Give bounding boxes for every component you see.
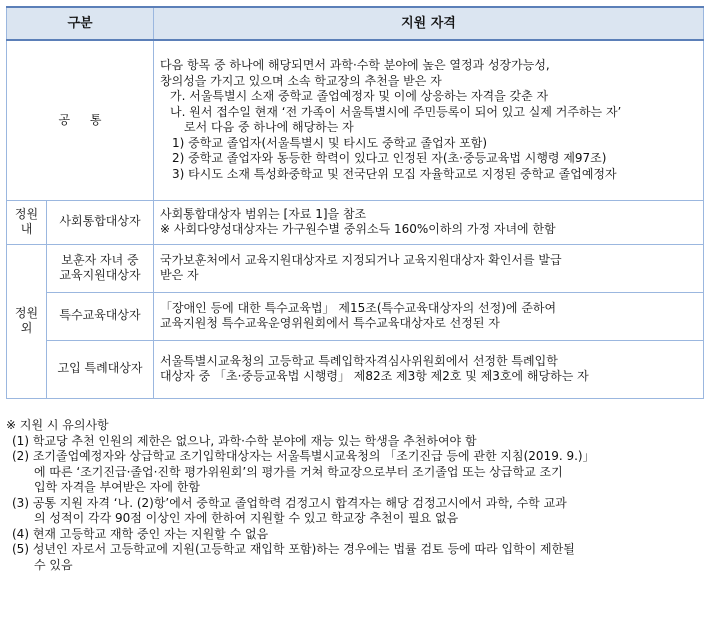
type-line: 특수교육대상자 (59, 308, 141, 323)
common-line: 나. 원서 접수일 현재 ‘전 가족이 서울특별시에 주민등록이 되어 있고 실제 거주하는 자’ (170, 104, 622, 119)
table-header-row (7, 7, 704, 40)
special-admission-content (154, 340, 704, 398)
in-quota-label (7, 200, 47, 244)
type-line: 교육지원대상자 (59, 268, 141, 282)
header-qualification: 지원 자격 (154, 7, 704, 40)
common-line: 3) 타시도 소재 특성화중학교 및 전국단위 모집 자율학교로 지정된 중학교 졸업예정자 (172, 166, 617, 181)
social-integration-type: 사회통합대상자 (47, 200, 154, 244)
note-item: (5) 성년인 자로서 고등학교에 지원(고등학교 재입학 포함)하는 경우에는 법률 검토 등에 따라 입학이 제한될 (12, 542, 575, 556)
common-label: 공 통 (7, 40, 154, 200)
common-line: 가. 서울특별시 소재 중학교 졸업예정자 및 이에 상응하는 자격을 갖춘 자 (170, 89, 549, 104)
common-line: 1) 중학교 졸업자(서울특별시 및 타시도 중학교 졸업자 포함) (172, 135, 487, 150)
note-item: (4) 현재 고등학교 재학 중인 자는 지원할 수 없음 (12, 526, 269, 541)
notes-heading: ※ 지원 시 유의사항 (6, 418, 109, 432)
out-quota-label-bottom: 외 (20, 321, 33, 335)
social-integration-content (154, 200, 704, 244)
special-education-content (154, 292, 704, 340)
in-quota-label-bottom: 내 (20, 222, 33, 236)
note-item-continued: 입학 자격을 부여받은 자에 한함 (34, 480, 200, 494)
common-line: 창의성을 가지고 있으며 소속 학교장의 추천을 받은 자 (160, 73, 442, 88)
note-item: (1) 학교당 추천 인원의 제한은 없으나, 과학·수학 분야에 재능 있는 학생을 추천하여야 함 (12, 433, 477, 448)
in-quota-row (7, 200, 704, 244)
note-item-continued: 수 있음 (34, 557, 73, 572)
content-line: 대상자 중 「초·중등교육법 시행령」 제82조 제3항 제2호 및 제3호에 해당하는 자 (160, 369, 589, 383)
out-quota-row (7, 292, 704, 340)
notes-section (6, 418, 703, 573)
note-item: (3) 공통 지원 자격 ‘나. (2)항’에서 중학교 졸업학력 검정고시 합격자는 해당 검정고시에서 과학, 수학 교과 (12, 495, 567, 510)
type-line: 고입 특례대상자 (57, 361, 143, 376)
content-line: 교육지원청 특수교육운영위원회에서 특수교육대상자로 선정된 자 (160, 316, 500, 330)
eligibility-table (6, 6, 704, 399)
type-line: 보훈자 자녀 중 (61, 252, 139, 267)
common-line: 2) 중학교 졸업자와 동등한 학력이 있다고 인정된 자(초·중등교육법 시행령 제97조) (172, 151, 607, 166)
header-category: 구분 (7, 7, 154, 40)
veteran-type (47, 244, 154, 292)
note-item-continued: 의 성적이 각각 90점 이상인 자에 한하여 지원할 수 있고 학교장 추천이 필요 없음 (34, 511, 459, 525)
content-line: 「장애인 등에 대한 특수교육법」 제15조(특수교육대상자의 선정)에 준하여 (160, 300, 557, 315)
common-line: 로서 다음 중 하나에 해당하는 자 (184, 120, 354, 135)
content-line: 서울특별시교육청의 고등학교 특례입학자격심사위원회에서 선정한 특례입학 (160, 353, 558, 368)
out-quota-row (7, 340, 704, 398)
special-education-type (47, 292, 154, 340)
note-item: (2) 조기졸업예정자와 상급학교 조기입학대상자는 서울특별시교육청의 「조기진급 등에 관한 지침(2019. 9.)」 (12, 449, 595, 463)
out-quota-label (7, 244, 47, 398)
note-item-continued: 에 따른 ‘조기진급·졸업·진학 평가위원회’의 평가를 거쳐 학교장으로부터 조기졸업 또는 상급학교 조기 (34, 464, 563, 479)
content-line: 사회통합대상자 범위는 [자료 1]을 참조 (160, 206, 367, 221)
out-quota-label-top: 정원 (14, 305, 39, 320)
out-quota-row (7, 244, 704, 292)
common-content (154, 40, 704, 200)
content-line: ※ 사회다양성대상자는 가구원수별 중위소득 160%이하의 가정 자녀에 한함 (160, 222, 556, 236)
common-line: 다음 항목 중 하나에 해당되면서 과학·수학 분야에 높은 열정과 성장가능성, (160, 58, 550, 73)
content-line: 받은 자 (160, 268, 199, 282)
content-line: 국가보훈처에서 교육지원대상자로 지정되거나 교육지원대상자 확인서를 발급 (160, 252, 562, 267)
veteran-content (154, 244, 704, 292)
common-row (7, 40, 704, 200)
in-quota-label-top: 정원 (14, 206, 39, 221)
special-admission-type (47, 340, 154, 398)
